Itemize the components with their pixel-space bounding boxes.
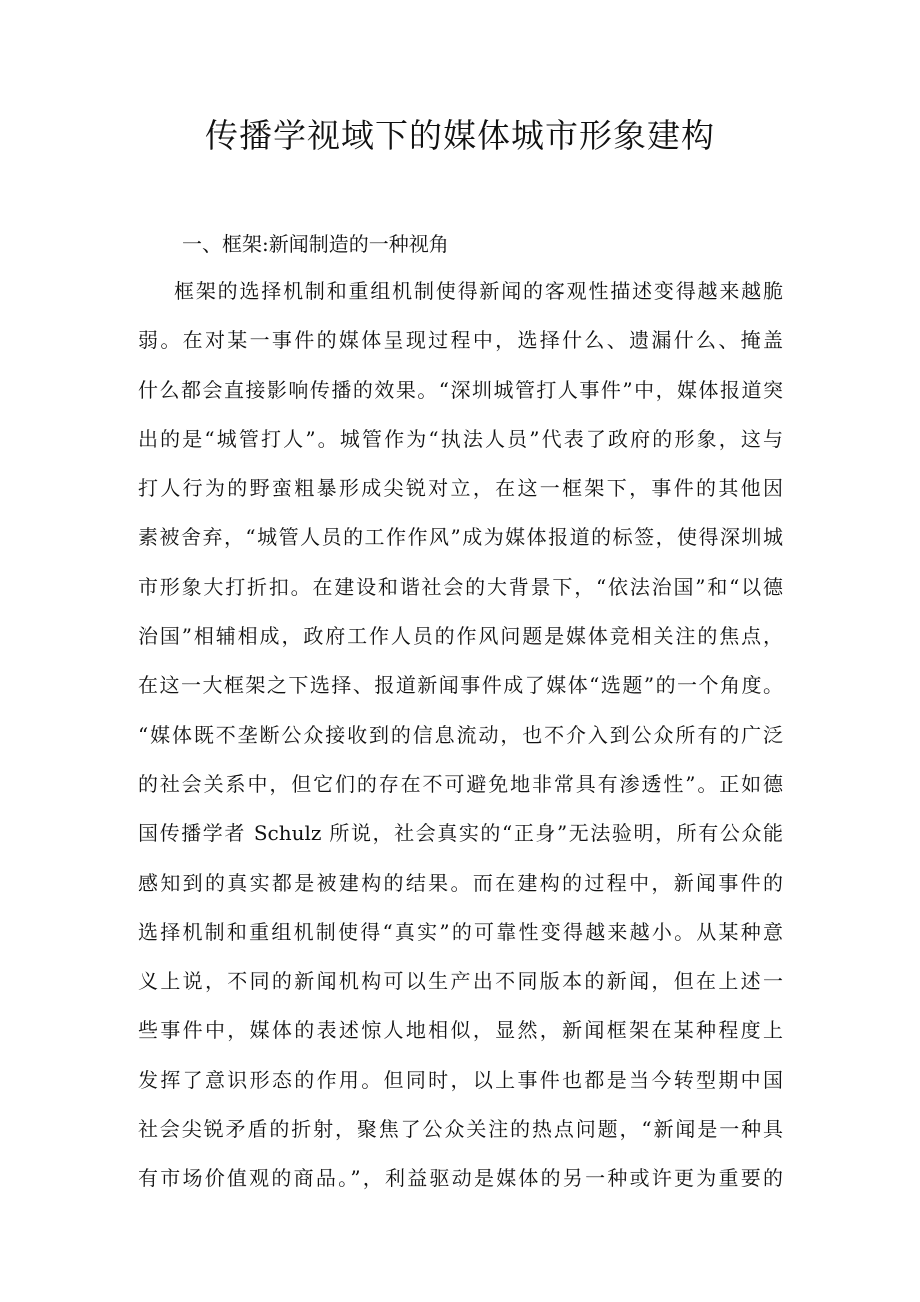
paragraph-line: 市形象大打折扣。在建设和谐社会的大背景下，“依法治国”和“以德 [138, 574, 783, 599]
paragraph-line: 什么都会直接影响传播的效果。“深圳城管打人事件”中，媒体报道突 [138, 377, 783, 402]
paragraph-line: 发挥了意识形态的作用。但同时，以上事件也都是当今转型期中国 [138, 1067, 783, 1092]
paragraph-line: 国传播学者 Schulz 所说，社会真实的“正身”无法验明，所有公众能 [138, 821, 783, 846]
paragraph-line: 治国”相辅相成，政府工作人员的作风问题是媒体竞相关注的焦点， [138, 624, 783, 649]
document-title: 传播学视域下的媒体城市形象建构 [205, 116, 715, 155]
paragraph-line: 打人行为的野蛮粗暴形成尖锐对立，在这一框架下，事件的其他因 [138, 476, 783, 501]
paragraph-line: 些事件中，媒体的表述惊人地相似，显然，新闻框架在某种程度上 [138, 1018, 783, 1043]
paragraph-line: 社会尖锐矛盾的折射，聚焦了公众关注的热点问题，“新闻是一种具 [138, 1117, 783, 1142]
paragraph-line: 在这一大框架之下选择、报道新闻事件成了媒体“选题”的一个角度。 [138, 673, 783, 698]
body-paragraph [138, 267, 783, 1204]
paragraph-line: 感知到的真实都是被建构的结果。而在建构的过程中，新闻事件的 [138, 870, 783, 895]
paragraph-line: 有市场价值观的商品。”，利益驱动是媒体的另一种或许更为重要的 [138, 1166, 783, 1191]
paragraph-line: 框架的选择机制和重组机制使得新闻的客观性描述变得越来越脆 [174, 279, 783, 303]
paragraph-line: 出的是“城管打人”。城管作为“执法人员”代表了政府的形象，这与 [138, 426, 783, 451]
paragraph-line: “媒体既不垄断公众接收到的信息流动，也不介入到公众所有的广泛 [138, 722, 783, 747]
section-heading: 一、框架:新闻制造的一种视角 [182, 232, 449, 256]
paragraph-line: 素被舍弃，“城管人员的工作作风”成为媒体报道的标签，使得深圳城 [138, 525, 783, 550]
paragraph-line: 选择机制和重组机制使得“真实”的可靠性变得越来越小。从某种意 [138, 919, 783, 944]
paragraph-line: 弱。在对某一事件的媒体呈现过程中，选择什么、遗漏什么、掩盖 [138, 328, 783, 353]
paragraph-line: 义上说，不同的新闻机构可以生产出不同版本的新闻，但在上述一 [138, 969, 783, 994]
paragraph-line: 的社会关系中，但它们的存在不可避免地非常具有渗透性”。正如德 [138, 771, 783, 796]
